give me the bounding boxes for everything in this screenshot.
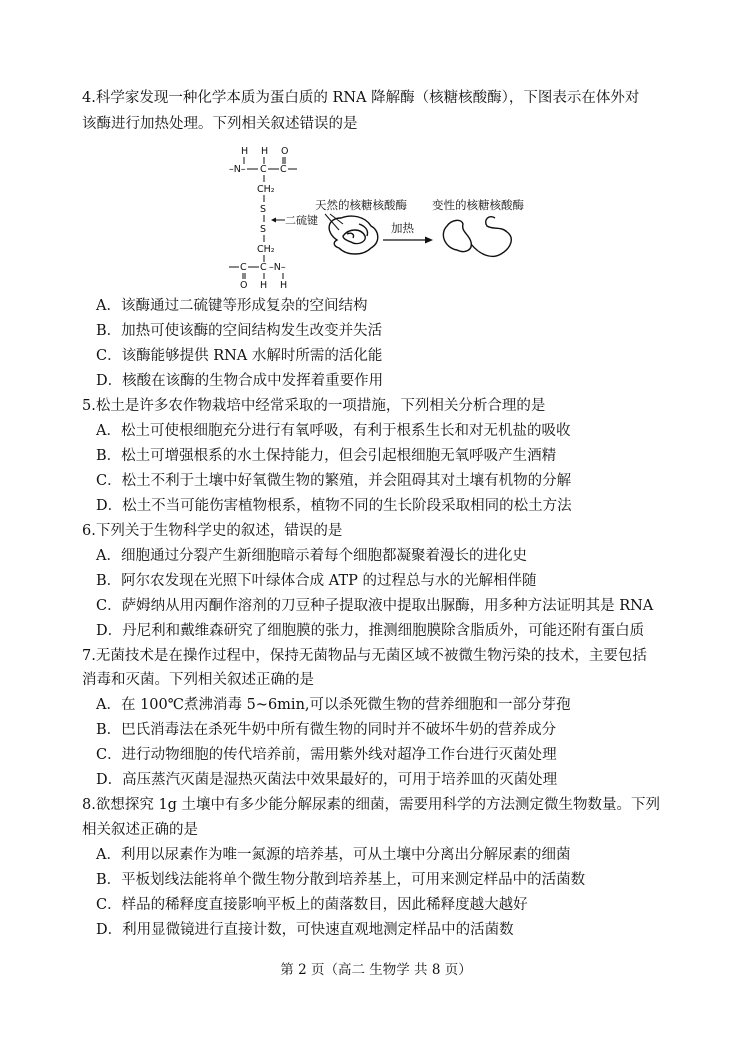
atom-c-1: C <box>260 164 267 175</box>
n-right-bottom: –N– <box>269 262 286 273</box>
q4-option-c: C．该酶能够提供 RNA 水解时所需的活化能 <box>96 348 383 364</box>
q6-option-d: D．丹尼利和戴维森研究了细胞膜的张力，推测细胞膜除含脂质外，可能还附有蛋白质 <box>96 623 645 639</box>
ch2-top: CH₂ <box>257 184 275 195</box>
q6-option-a: A．细胞通过分裂产生新细胞暗示着每个细胞都凝聚着漫长的进化史 <box>96 548 527 564</box>
denatured-enzyme-shape <box>443 217 511 257</box>
atom-h-3: H <box>260 280 268 290</box>
q8-stem-line-2: 相关叙述正确的是 <box>82 822 198 838</box>
n-left-top: –N– <box>229 164 246 175</box>
atom-h-4: H <box>280 280 288 290</box>
disulfide-label: 二硫键 <box>285 214 318 227</box>
q7-stem-line-2: 消毒和灭菌。下列相关叙述正确的是 <box>82 672 314 688</box>
atom-h-1: H <box>241 146 249 157</box>
atom-o-1: O <box>281 146 289 157</box>
q4-option-b: B．加热可使该酶的空间结构发生改变并失活 <box>96 323 383 339</box>
q7-option-d: D．高压蒸汽灭菌是湿热灭菌法中效果最好的，可用于培养皿的灭菌处理 <box>96 772 558 788</box>
q5-option-d: D．松土不当可能伤害植物根系，植物不同的生长阶段采取相同的松土方法 <box>96 498 572 514</box>
q8-stem-line-1: 8.欲想探究 1g 土壤中有多少能分解尿素的细菌，需要用科学的方法测定微生物数量。下列 <box>82 797 661 813</box>
q8-option-c: C．样品的稀释度直接影响平板上的菌落数目，因此稀释度越大越好 <box>96 897 528 913</box>
atom-s-1: S <box>260 204 267 215</box>
native-enzyme-label: 天然的核糖核酸酶 <box>315 198 407 212</box>
atom-c-2: C <box>280 164 287 175</box>
q4-option-d: D．核酸在该酶的生物合成中发挥着重要作用 <box>96 373 384 389</box>
q4-stem-line-2: 该酶进行加热处理。下列相关叙述错误的是 <box>82 116 358 132</box>
denatured-enzyme-label: 变性的核糖核酸酶 <box>432 198 524 212</box>
q5-option-c: C．松土不利于土壤中好氧微生物的繁殖，并会阻碍其对土壤有机物的分解 <box>96 473 572 489</box>
q7-option-b: B．巴氏消毒法在杀死牛奶中所有微生物的同时并不破坏牛奶的营养成分 <box>96 722 557 738</box>
atom-c-4: C <box>260 262 267 273</box>
q5-option-b: B．松土可增强根系的水土保持能力，但会引起根细胞无氧呼吸产生酒精 <box>96 448 557 464</box>
atom-c-3: C <box>240 262 247 273</box>
atom-o-2: O <box>240 280 248 290</box>
q6-option-b: B．阿尔农发现在光照下叶绿体合成 ATP 的过程总与水的光解相伴随 <box>96 573 537 589</box>
native-enzyme-shape <box>329 216 378 254</box>
q7-option-a: A．在 100℃煮沸消毒 5~6min,可以杀死微生物的营养细胞和一部分芽孢 <box>96 697 571 713</box>
page-footer: 第 2 页（高二 生物学 共 8 页） <box>280 962 472 978</box>
q8-option-b: B．平板划线法能将单个微生物分散到培养基上，可用来测定样品中的活菌数 <box>96 872 586 888</box>
q6-option-c: C．萨姆纳从用丙酮作溶剂的刀豆种子提取液中提取出脲酶，用多种方法证明其是 RNA <box>96 598 654 614</box>
q8-option-d: D．利用显微镜进行直接计数，可快速直观地测定样品中的活菌数 <box>96 922 514 938</box>
q7-stem-line-1: 7.无菌技术是在操作过程中，保持无菌物品与无菌区域不被微生物污染的技术，主要包括 <box>82 648 647 664</box>
q8-option-a: A．利用以尿素作为唯一氮源的培养基，可从土壤中分离出分解尿素的细菌 <box>96 847 571 863</box>
ch2-bottom: CH₂ <box>257 244 275 255</box>
q4-stem-line-1: 4.科学家发现一种化学本质为蛋白质的 RNA 降解酶（核糖核酸酶），下图表示在体外对 <box>82 90 640 106</box>
heat-label: 加热 <box>391 221 414 235</box>
q5-option-a: A．松土可使根细胞充分进行有氧呼吸，有利于根系生长和对无机盐的吸收 <box>96 423 571 439</box>
enzyme-heat-figure <box>225 142 555 290</box>
atom-s-2: S <box>260 224 267 235</box>
q5-stem: 5.松土是许多农作物栽培中经常采取的一项措施，下列相关分析合理的是 <box>82 398 546 414</box>
q6-stem: 6.下列关于生物科学史的叙述，错误的是 <box>82 523 343 539</box>
q4-option-a: A．该酶通过二硫键等形成复杂的空间结构 <box>96 298 368 314</box>
q7-option-c: C．进行动物细胞的传代培养前，需用紫外线对超净工作台进行灭菌处理 <box>96 747 557 763</box>
atom-h-2: H <box>261 146 269 157</box>
